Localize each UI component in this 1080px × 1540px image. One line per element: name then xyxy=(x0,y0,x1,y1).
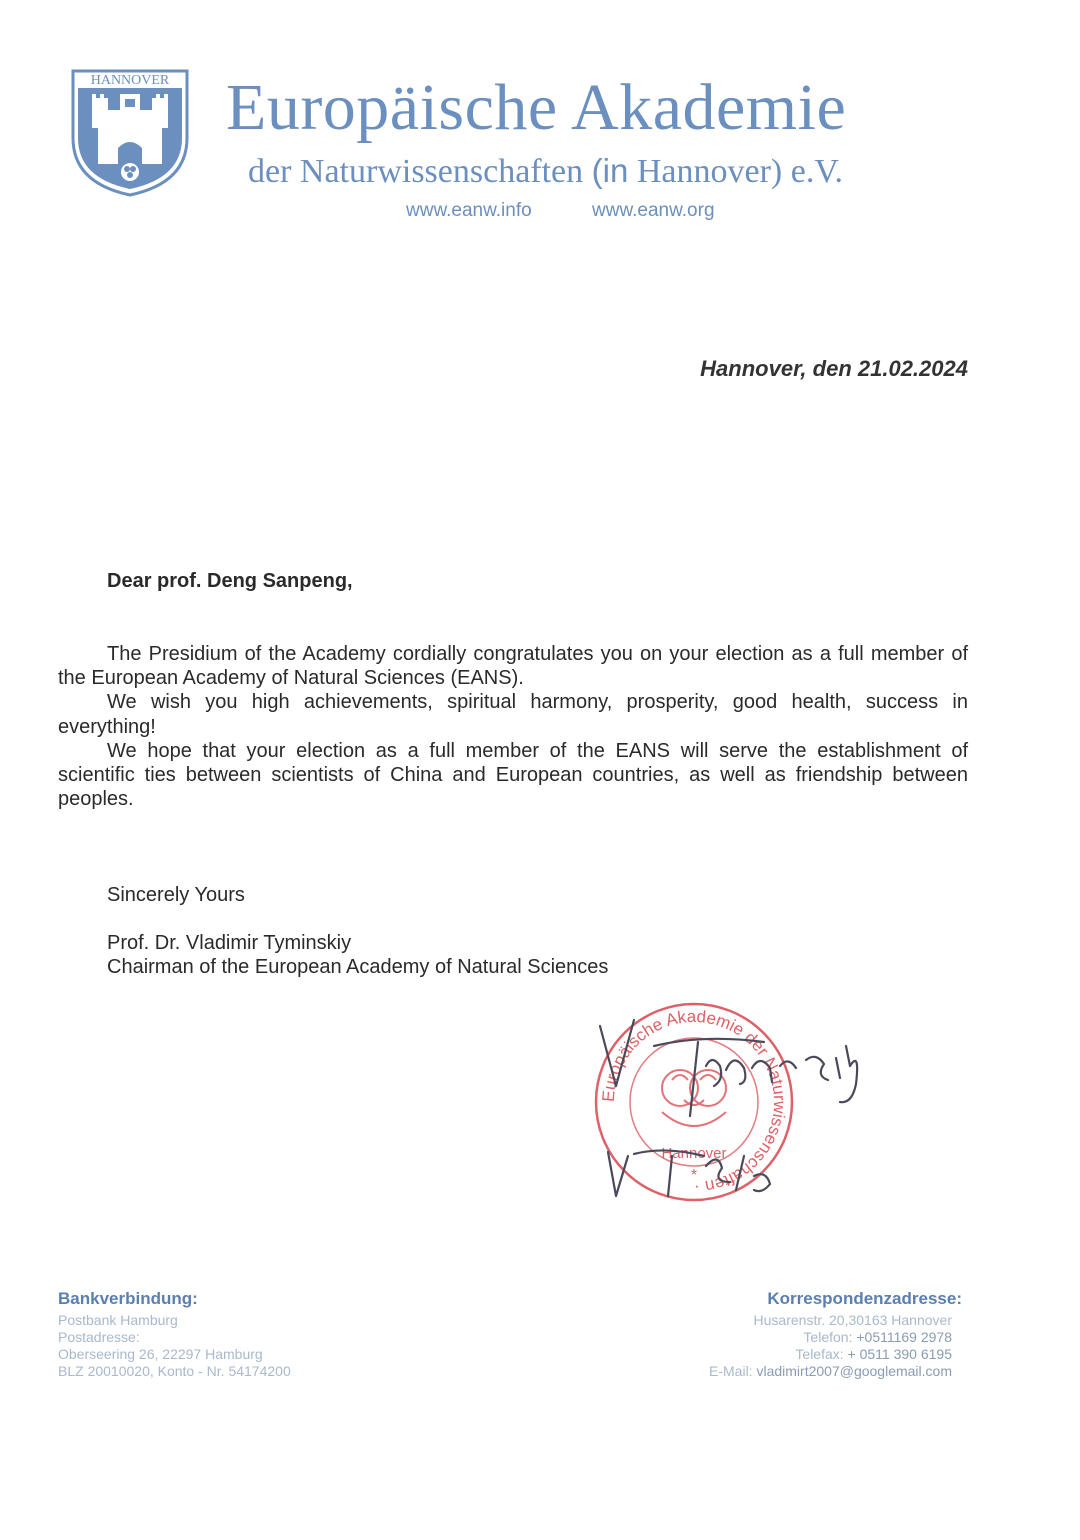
body-paragraph: We wish you high achievements, spiritual harmony, prosperity, good health, success in everything! xyxy=(58,691,968,738)
letter-body xyxy=(58,642,968,811)
letter-date: Hannover, den 21.02.2024 xyxy=(700,356,968,381)
email-label: E-Mail: xyxy=(709,1363,753,1379)
fax-value: + 0511 390 6195 xyxy=(847,1346,952,1362)
phone-line xyxy=(803,1329,952,1345)
svg-text:Hannover: Hannover xyxy=(661,1145,727,1162)
academy-title: Europäische Akademie xyxy=(226,71,847,144)
bank-line: Postadresse: xyxy=(58,1329,140,1345)
fax-label: Telefax: xyxy=(795,1346,844,1362)
website-link-info[interactable]: www.eanw.info xyxy=(406,200,532,221)
phone-value: +0511169 2978 xyxy=(856,1329,952,1345)
email-line xyxy=(709,1363,952,1379)
academy-subtitle xyxy=(248,152,843,191)
salutation: Dear prof. Deng Sanpeng, xyxy=(107,570,353,592)
subtitle-suffix: Hannover) e.V. xyxy=(636,153,843,190)
svg-text:HANNOVER: HANNOVER xyxy=(90,73,170,88)
phone-label: Telefon: xyxy=(803,1329,853,1345)
svg-text:Europäische Akademie der Natur: Europäische Akademie der Naturwissenschaften · xyxy=(598,1006,790,1198)
email-link[interactable]: vladimirt2007@googlemail.com xyxy=(756,1363,952,1379)
subtitle-in: (in xyxy=(591,152,629,189)
handwritten-signature xyxy=(594,1006,894,1206)
fax-line xyxy=(795,1346,952,1362)
bank-heading: Bankverbindung: xyxy=(58,1289,198,1308)
correspondence-heading: Korrespondenzadresse: xyxy=(767,1289,962,1308)
closing: Sincerely Yours xyxy=(107,884,245,906)
correspondence-address: Husarenstr. 20,30163 Hannover xyxy=(753,1312,952,1328)
subtitle-prefix: der Naturwissenschaften xyxy=(248,153,584,190)
bank-line: Oberseering 26, 22297 Hamburg xyxy=(58,1346,263,1362)
body-paragraph: The Presidium of the Academy cordially congratulates you on your election as a full member of the European Academy of Natural Sciences (EANS). xyxy=(58,643,968,690)
body-paragraph: We hope that your election as a full member of the EANS will serve the establishment of scientific ties between scientists of China and European countries, as well as friendship between peoples. xyxy=(58,739,968,811)
signer-title: Chairman of the European Academy of Natural Sciences xyxy=(107,956,609,978)
signer-name: Prof. Dr. Vladimir Tyminskiy xyxy=(107,932,352,954)
bank-line: Postbank Hamburg xyxy=(58,1312,178,1328)
hannover-crest-logo xyxy=(70,68,190,198)
svg-text:*: * xyxy=(690,1167,698,1184)
website-link-org[interactable]: www.eanw.org xyxy=(592,200,715,221)
bank-line: BLZ 20010020, Konto - Nr. 54174200 xyxy=(58,1363,291,1379)
